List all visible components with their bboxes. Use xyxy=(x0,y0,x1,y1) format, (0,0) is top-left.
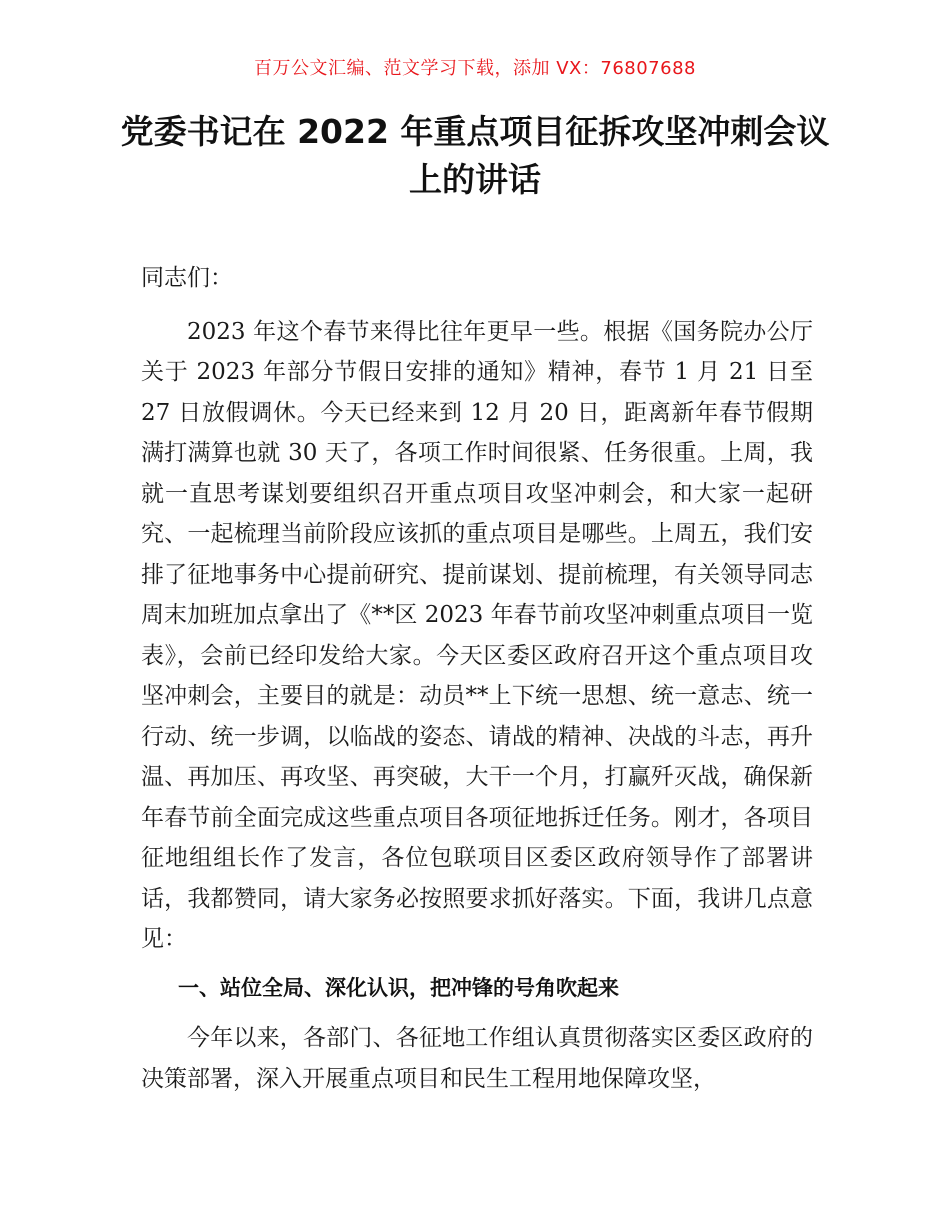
paragraph: 2023 年这个春节来得比往年更早一些。根据《国务院办公厅关于 2023 年部分节假日安排的通知》精神，春节 1 月 21 日至 27 日放假调休。今天已经来到 12 月 20 日，距离新年春节假期满打满算也就 30 天了，各项工作时间很紧、任务很重。上周，我就一直思考谋划要组织召开重点项目攻坚冲刺会，和大家一起研究、一起梳理当前阶段应该抓的重点项目是哪些。上周五，我们安排了征地事务中心提前研究、提前谋划、提前梳理，有关领导同志周末加班加点拿出了《**区 2023 年春节前攻坚冲刺重点项目一览表》，会前已经印发给大家。今天区委区政府召开这个重点项目攻坚冲刺会，主要目的就是：动员**上下统一思想、统一意志、统一行动、统一步调，以临战的姿态、请战的精神、决战的斗志，再升温、再加压、再攻坚、再突破，大干一个月，打赢歼灭战，确保新年春节前全面完成这些重点项目各项征地拆迁任务。刚才，各项目征地组组长作了发言，各位包联项目区委区政府领导作了部署讲话，我都赞同，请大家务必按照要求抓好落实。下面，我讲几点意见： xyxy=(141,318,813,952)
section-heading: 一、站位全局、深化认识，把冲锋的号角吹起来 xyxy=(178,975,619,1000)
paragraph: 今年以来，各部门、各征地工作组认真贯彻落实区委区政府的决策部署，深入开展重点项目和民生工程用地保障攻坚， xyxy=(141,1025,813,1092)
salutation: 同志们： xyxy=(141,265,233,291)
promo-banner: 百万公文汇编、范文学习下载，添加 VX：76807688 xyxy=(254,58,696,79)
document-title: 党委书记在 2022 年重点项目征拆攻坚冲刺会议上的讲话 xyxy=(120,112,830,199)
document-body xyxy=(141,258,813,1099)
